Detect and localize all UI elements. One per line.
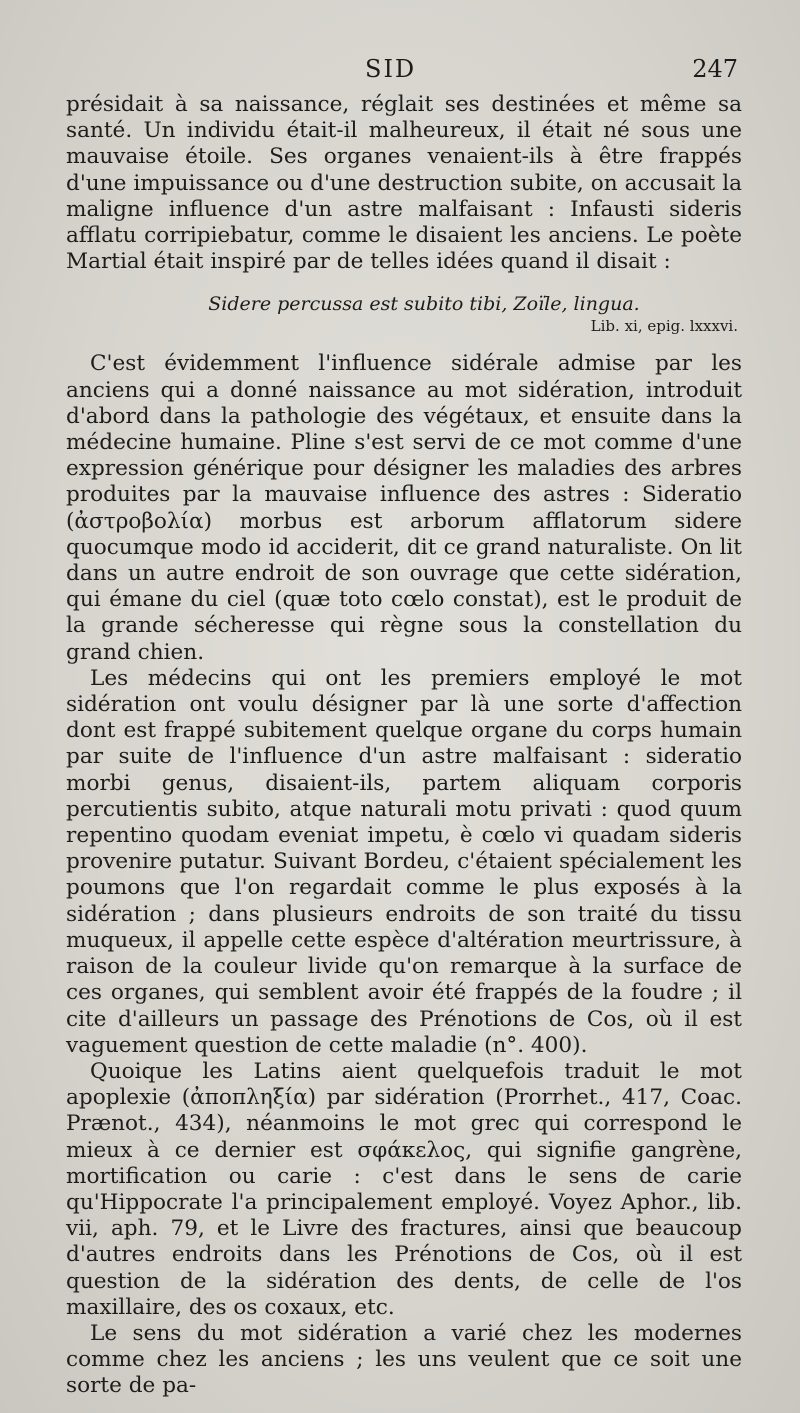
paragraph-5: Le sens du mot sidération a varié chez les modernes comme chez les anciens ; les uns veulent que ce soit une sorte de pa- [66, 1320, 742, 1399]
paragraph-2: C'est évidemment l'influence sidérale admise par les anciens qui a donné naissance au mot sidération, introduit d'abord dans la pathologie des végétaux, et ensuite dans la médecine humaine. Pline s'est servi de ce mot comme d'une expression générique pour désigner les maladies des arbres produites par la mauvaise influence des astres : Sideratio (ἀστροβολία) morbus est arborum afflatorum sidere quocumque modo id acciderit, dit ce grand naturaliste. On lit dans un autre endroit de son ouvrage que cette sidération, qui émane du ciel (quæ toto cœlo constat), est le produit de la grande sécheresse qui règne sous la constellation du grand chien. [66, 351, 742, 665]
paragraph-3: Les médecins qui ont les premiers employé le mot sidération ont voulu désigner par là une sorte d'affection dont est frappé subitement quelque organe du corps humain par suite de l'influence d'un astre malfaisant : sideratio morbi genus, disaient-ils, partem aliquam corporis percutientis subito, atque naturali motu privati : quod quum repentino quodam eveniat impetu, è cœlo vi quadam sideris provenire putatur. Suivant Bordeu, c'étaient spécialement les poumons que l'on regardait comme le plus exposés à la sidération ; dans plusieurs endroits de son traité du tissu muqueux, il appelle cette espèce d'altération meurtrissure, à raison de la couleur livide qu'on remarque à la surface de ces organes, qui semblent avoir été frappés de la foudre ; il cite d'ailleurs un passage des Prénotions de Cos, où il est vaguement question de cette maladie (n°. 400). [66, 665, 742, 1058]
paragraph-1: présidait à sa naissance, réglait ses destinées et même sa santé. Un individu était-il malheureux, il était né sous une mauvaise étoile. Ses organes venaient-ils à être frappés d'une impuissance ou d'une destruction subite, on accusait la maligne influence d'un astre malfaisant : Infausti sideris afflatu corripiebatur, comme le disaient les anciens. Le poète Martial était inspiré par de telles idées quand il disait : [66, 92, 742, 275]
page-number: 247 [692, 55, 738, 83]
body-text [66, 92, 742, 1400]
martial-quote [66, 293, 742, 337]
quote-verse: Sidere percussa est subito tibi, Zoïle, lingua. [208, 293, 640, 316]
quote-source: Lib. xi, epig. lxxxvi. [590, 317, 738, 336]
page-header [0, 55, 800, 95]
paragraph-4: Quoique les Latins aient quelquefois traduit le mot apoplexie (ἀποπληξία) par sidération (Prorrhet., 417, Coac. Prænot., 434), néanmoins le mot grec qui correspond le mieux à ce dernier est σφάκελος, qui signifie gangrène, mortification ou carie : c'est dans le sens de carie qu'Hippocrate l'a principalement employé. Voyez Aphor., lib. vii, aph. 79, et le Livre des fractures, ainsi que beaucoup d'autres endroits dans les Prénotions de Cos, où il est question de la sidération des dents, de celle de l'os maxillaire, des os coxaux, etc. [66, 1058, 742, 1320]
running-head: SID [365, 55, 417, 83]
